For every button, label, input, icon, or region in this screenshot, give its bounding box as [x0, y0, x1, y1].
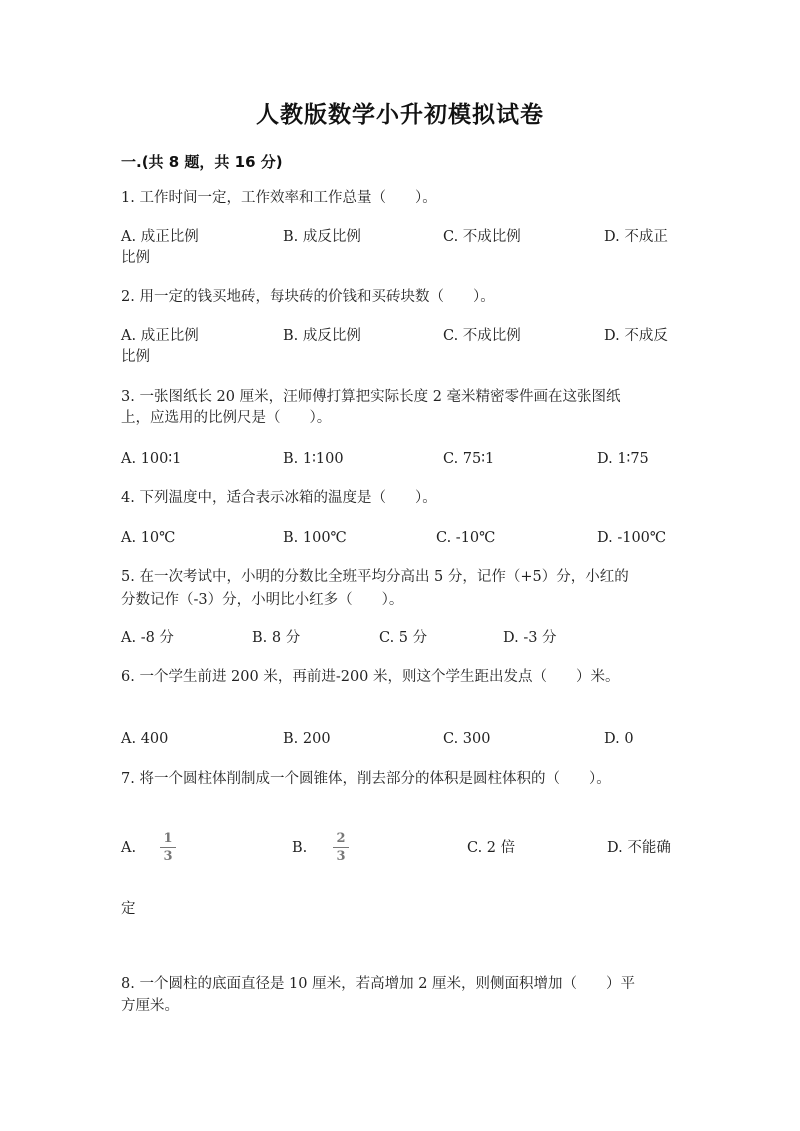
question-5-option-c[interactable]: C. 5 分	[379, 630, 428, 646]
question-7-fraction-b	[333, 831, 349, 864]
question-5-stem-line-2: 分数记作（-3）分，小明比小红多（ ）。	[121, 592, 404, 608]
question-3-option-a[interactable]: A. 100∶1	[121, 451, 182, 467]
question-1-option-d-wrap: 比例	[121, 250, 150, 266]
fraction-bar	[333, 847, 349, 848]
page-title: 人教版数学小升初模拟试卷	[256, 102, 544, 128]
question-5-option-b[interactable]: B. 8 分	[252, 630, 301, 646]
question-2-option-d[interactable]: D. 不成反	[604, 328, 668, 344]
question-7-fraction-a	[160, 831, 176, 864]
question-4-option-d[interactable]: D. -100℃	[597, 530, 667, 546]
fraction-denominator: 3	[336, 849, 346, 864]
question-8-stem-line-1: 8. 一个圆柱的底面直径是 10 厘米，若高增加 2 厘米，则侧面积增加（ ）平	[121, 976, 636, 992]
question-7-option-d-wrap: 定	[121, 901, 136, 917]
question-8-stem-line-2: 方厘米。	[121, 998, 179, 1014]
question-2-option-d-wrap: 比例	[121, 349, 150, 365]
question-5-option-a[interactable]: A. -8 分	[121, 630, 174, 646]
question-7-option-b[interactable]: B.	[292, 840, 308, 856]
question-4-stem: 4. 下列温度中，适合表示冰箱的温度是（ ）。	[121, 490, 437, 506]
question-6-option-a[interactable]: A. 400	[121, 731, 169, 747]
question-2-option-a[interactable]: A. 成正比例	[121, 328, 199, 344]
question-4-option-b[interactable]: B. 100℃	[283, 530, 347, 546]
question-1-option-d[interactable]: D. 不成正	[604, 229, 668, 245]
question-1-option-a[interactable]: A. 成正比例	[121, 229, 199, 245]
fraction-numerator: 1	[163, 831, 173, 846]
question-3-option-b[interactable]: B. 1∶100	[283, 451, 344, 467]
question-5-option-d[interactable]: D. -3 分	[503, 630, 557, 646]
question-1-option-b[interactable]: B. 成反比例	[283, 229, 361, 245]
question-3-option-c[interactable]: C. 75∶1	[443, 451, 495, 467]
question-1-stem: 1. 工作时间一定，工作效率和工作总量（ ）。	[121, 190, 437, 206]
question-6-stem: 6. 一个学生前进 200 米，再前进-200 米，则这个学生距出发点（ ）米。	[121, 669, 620, 685]
question-2-option-c[interactable]: C. 不成比例	[443, 328, 521, 344]
fraction-numerator: 2	[336, 831, 346, 846]
question-7-option-a[interactable]: A.	[121, 840, 137, 856]
question-3-stem-line-2: 上，应选用的比例尺是（ ）。	[121, 410, 332, 426]
question-7-option-c[interactable]: C. 2 倍	[467, 840, 516, 856]
question-7-option-d[interactable]: D. 不能确	[607, 840, 671, 856]
question-6-option-d[interactable]: D. 0	[604, 731, 634, 747]
section-heading: 一.(共 8 题，共 16 分)	[121, 153, 283, 171]
fraction-denominator: 3	[163, 849, 173, 864]
question-2-option-b[interactable]: B. 成反比例	[283, 328, 361, 344]
question-5-stem-line-1: 5. 在一次考试中，小明的分数比全班平均分高出 5 分，记作（+5）分，小红的	[121, 569, 629, 585]
question-6-option-b[interactable]: B. 200	[283, 731, 331, 747]
question-3-option-d[interactable]: D. 1∶75	[597, 451, 649, 467]
fraction-bar	[160, 847, 176, 848]
question-6-option-c[interactable]: C. 300	[443, 731, 491, 747]
question-4-option-c[interactable]: C. -10℃	[436, 530, 496, 546]
question-4-option-a[interactable]: A. 10℃	[121, 530, 176, 546]
question-3-stem-line-1: 3. 一张图纸长 20 厘米，汪师傅打算把实际长度 2 毫米精密零件画在这张图纸	[121, 389, 621, 405]
question-2-stem: 2. 用一定的钱买地砖，每块砖的价钱和买砖块数（ ）。	[121, 289, 495, 305]
question-7-stem: 7. 将一个圆柱体削制成一个圆锥体，削去部分的体积是圆柱体积的（ ）。	[121, 771, 611, 787]
question-1-option-c[interactable]: C. 不成比例	[443, 229, 521, 245]
